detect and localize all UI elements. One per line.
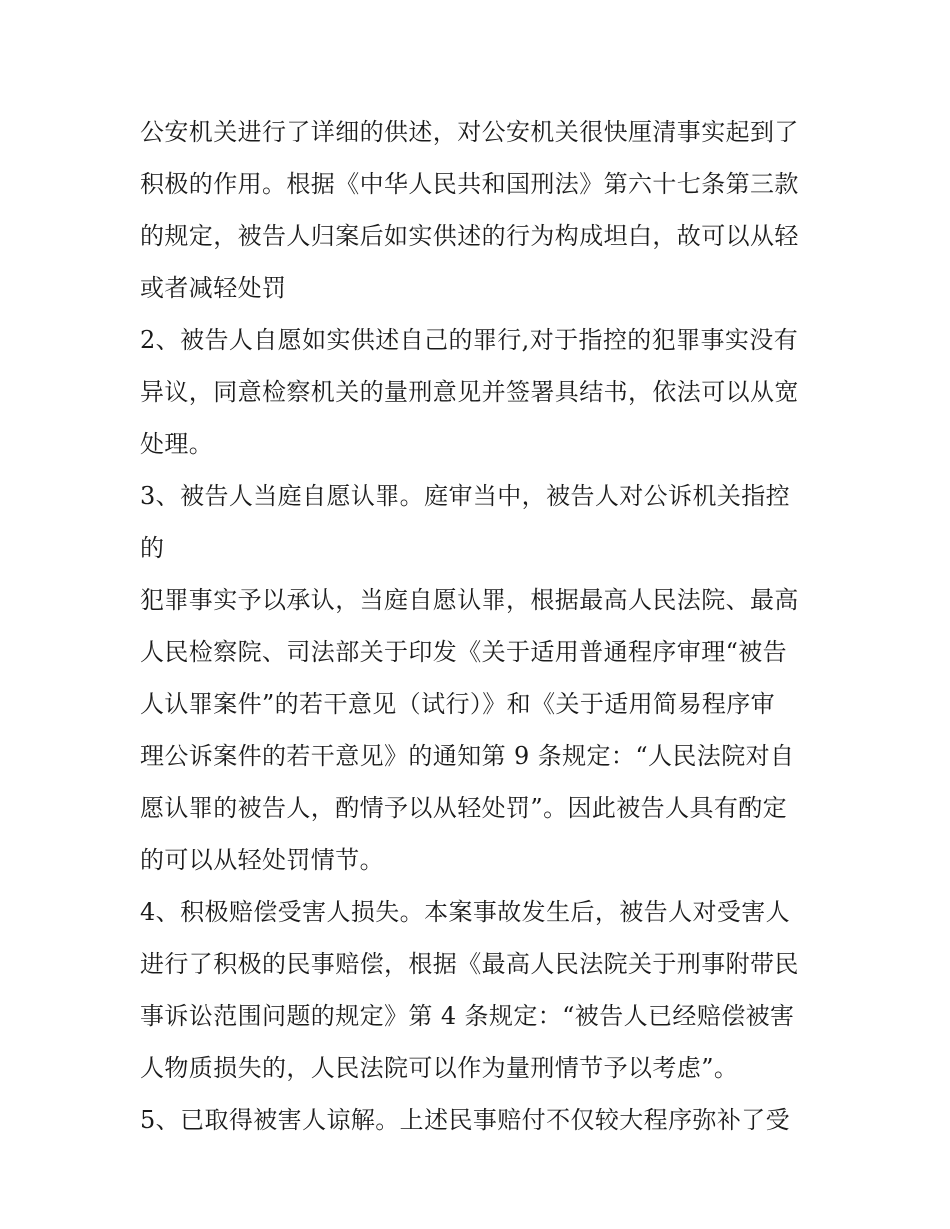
text-line: 愿认罪的被告人，酌情予以从轻处罚”。因此被告人具有酌定 — [140, 794, 788, 822]
text-line: 的可以从轻处罚情节。 — [140, 846, 384, 874]
text-line: 进行了积极的民事赔偿，根据《最高人民法院关于刑事附带民 — [140, 950, 799, 978]
text-line: 处理。 — [140, 430, 214, 458]
text-line: 人民检察院、司法部关于印发《关于适用普通程序审理“被告 — [140, 638, 788, 666]
text-line: 公安机关进行了详细的供述，对公安机关很快厘清事实起到了 — [140, 118, 799, 146]
document-body — [140, 106, 820, 1146]
text-line: 或者减轻处罚 — [140, 274, 287, 302]
text-line: 的 — [140, 534, 165, 562]
text-line: 异议，同意检察机关的量刑意见并签署具结书，依法可以从宽 — [140, 378, 799, 406]
text-line: 的规定，被告人归案后如实供述的行为构成坦白，故可以从轻 — [140, 222, 799, 250]
text-line: 2、被告人自愿如实供述自己的罪行,对于指控的犯罪事实没有 — [140, 326, 799, 354]
text-line: 犯罪事实予以承认，当庭自愿认罪，根据最高人民法院、最高 — [140, 586, 799, 614]
text-line: 事诉讼范围问题的规定》第 4 条规定：“被告人已经赔偿被害 — [140, 1002, 795, 1030]
text-line: 人物质损失的，人民法院可以作为量刑情节予以考虑”。 — [140, 1054, 739, 1082]
text-line: 理公诉案件的若干意见》的通知第 9 条规定：“人民法院对自 — [140, 742, 795, 770]
text-line: 积极的作用。根据《中华人民共和国刑法》第六十七条第三款 — [140, 170, 799, 198]
text-line: 5、已取得被害人谅解。上述民事赔付不仅较大程序弥补了受 — [140, 1106, 791, 1134]
text-line: 4、积极赔偿受害人损失。本案事故发生后，被告人对受害人 — [140, 898, 791, 926]
text-line: 人认罪案件”的若干意见（试行）》和《关于适用简易程序审 — [140, 690, 776, 718]
text-line: 3、被告人当庭自愿认罪。庭审当中，被告人对公诉机关指控 — [140, 482, 791, 510]
